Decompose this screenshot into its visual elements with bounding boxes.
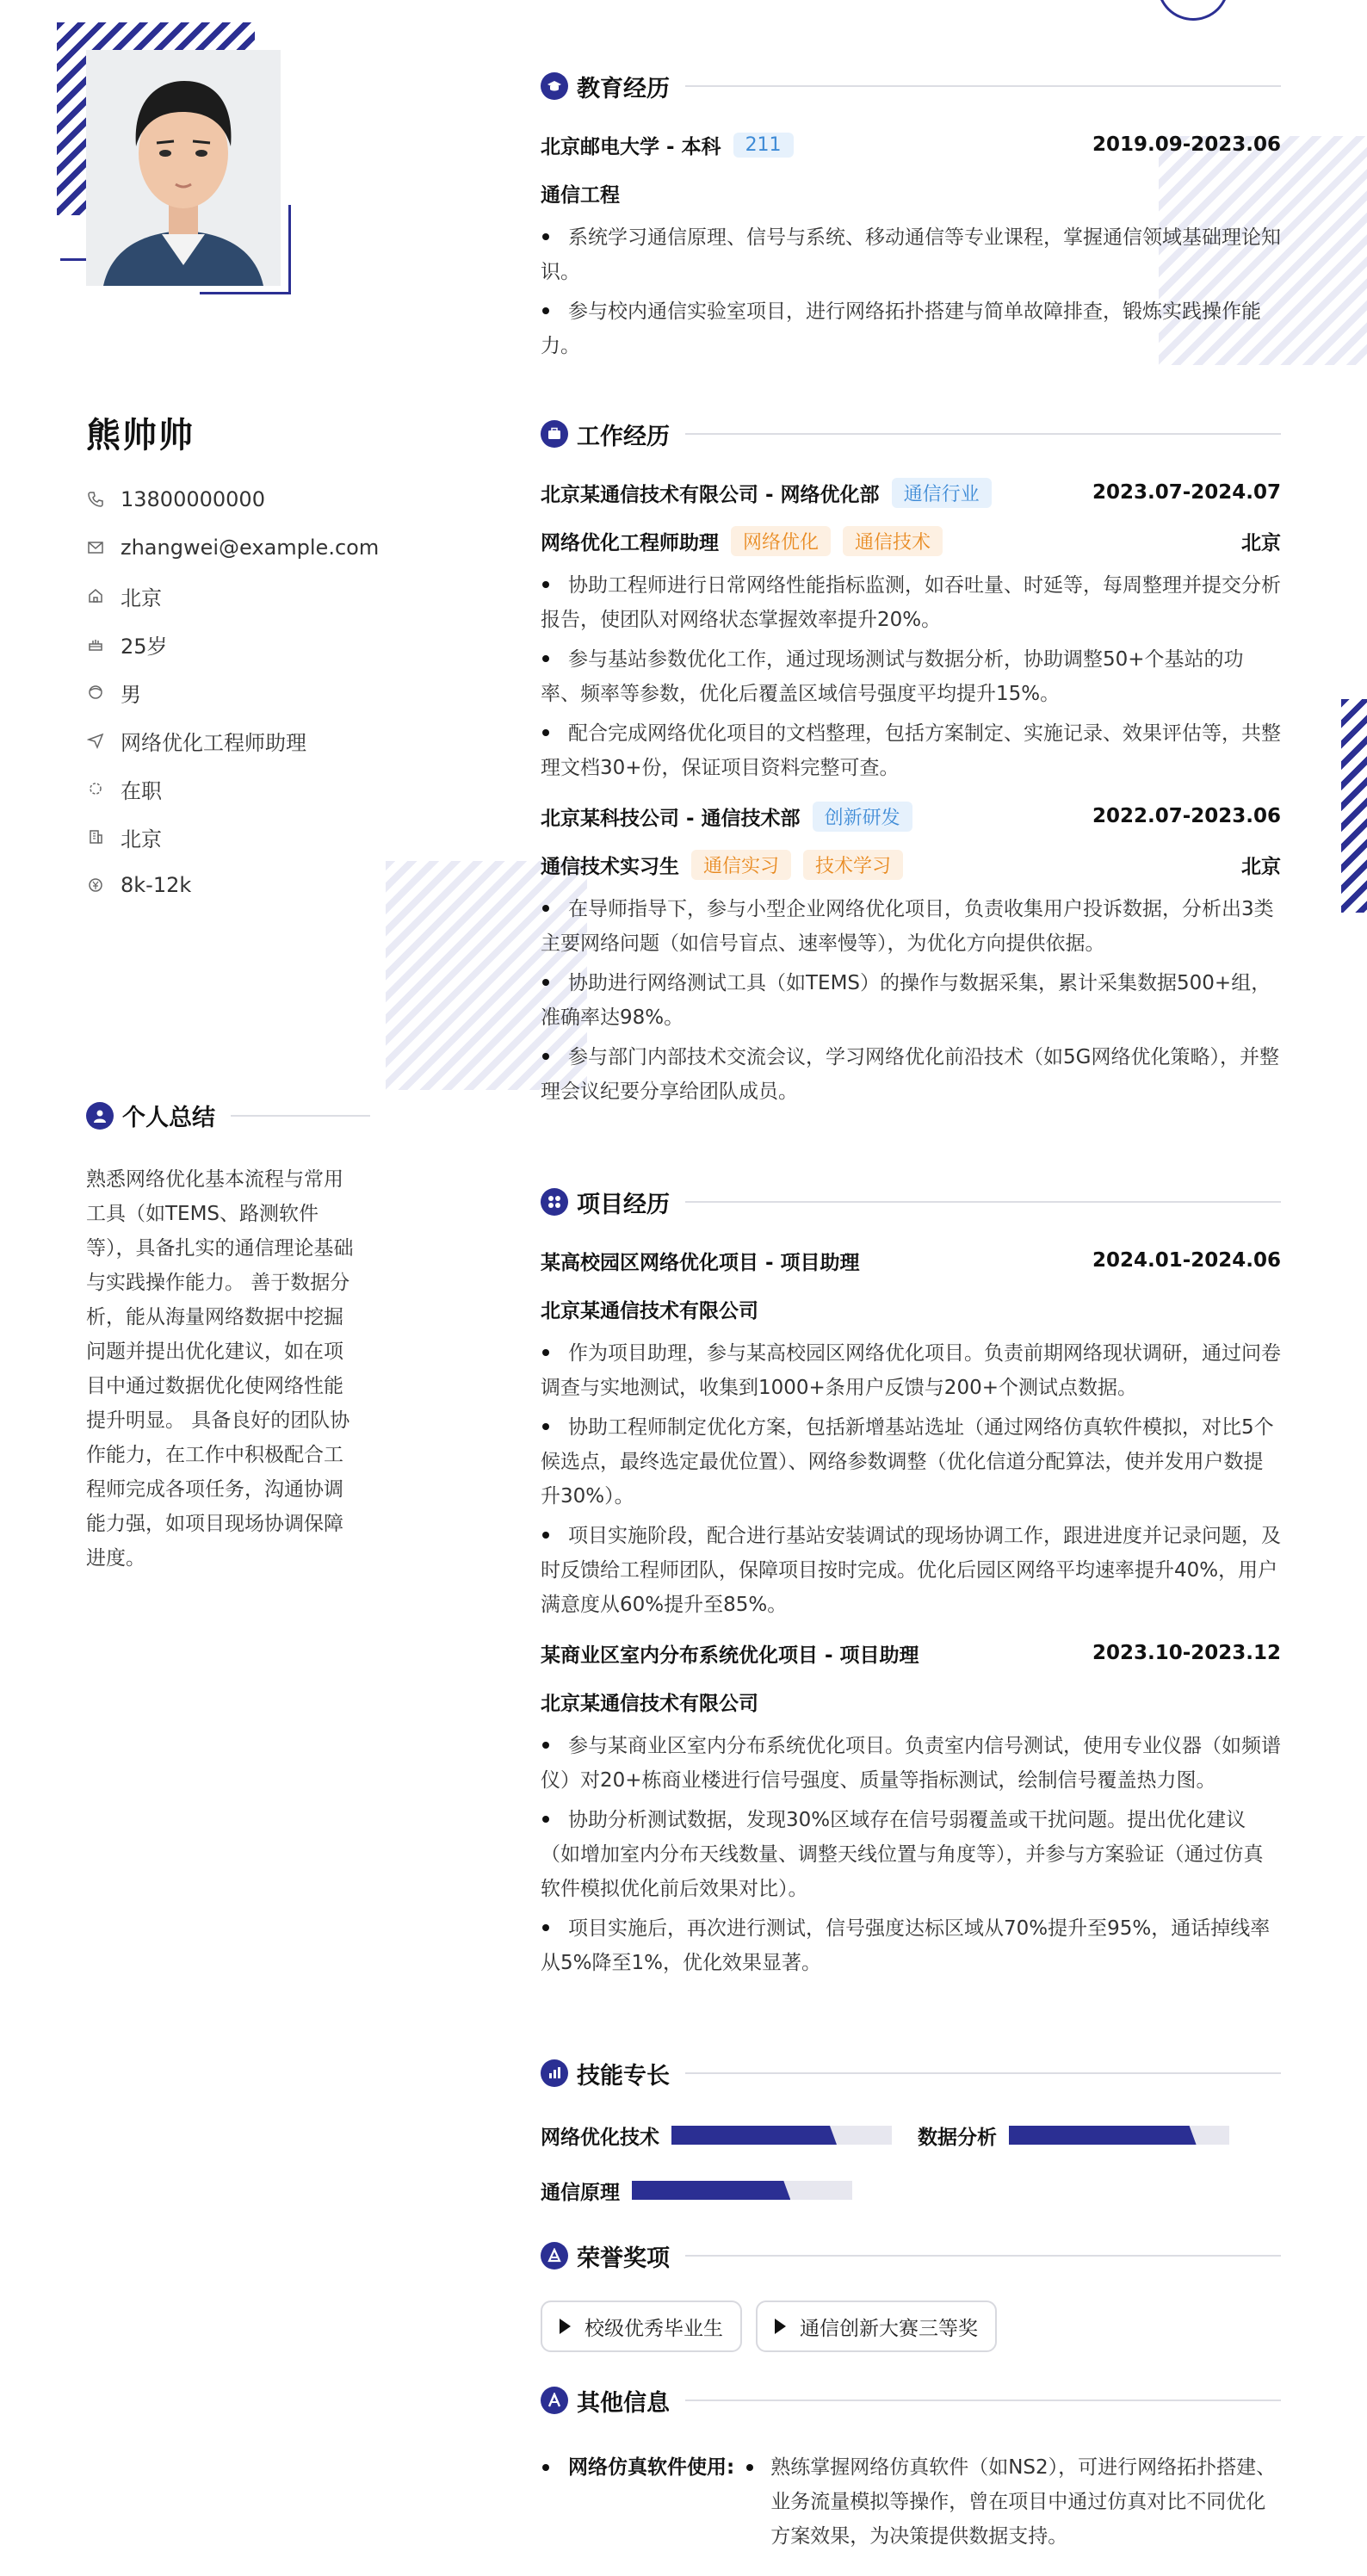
honors-section-header xyxy=(541,2237,1281,2275)
info-value: 8k-12k xyxy=(121,873,192,897)
section-divider xyxy=(685,1201,1281,1203)
skill-fill xyxy=(1009,2126,1197,2145)
bar-chart-icon xyxy=(541,2059,568,2087)
graduation-cap-icon xyxy=(541,72,568,100)
job-role: 网络优化工程师助理 xyxy=(541,531,719,554)
skill-item xyxy=(918,2121,1229,2150)
summary-section-header xyxy=(86,1099,370,1132)
skill-bar xyxy=(632,2181,852,2200)
company-name: 北京某通信技术有限公司 - 网络优化部 xyxy=(541,483,880,506)
list-item: 协助工程师制定优化方案，包括新增基站选址（通过网络仿真软件模拟，对比5个候选点，最终选定最优位置）、网络参数调整（优化信道分配算法，使并发用户数提升30%）。 xyxy=(541,1416,1274,1508)
section-divider xyxy=(685,2400,1281,2401)
project-name: 某高校园区网络优化项目 - 项目助理 xyxy=(541,1251,860,1274)
grid-icon xyxy=(541,1188,568,1216)
job-city: 北京 xyxy=(1241,531,1281,554)
info-job-title xyxy=(86,716,379,765)
photo-line-decoration xyxy=(60,258,86,261)
section-title: 其他信息 xyxy=(577,2389,670,2417)
info-value: 北京 xyxy=(121,827,162,851)
project-company-row xyxy=(541,1677,1281,1725)
other-section-header xyxy=(541,2381,1281,2419)
list-item: 协助工程师进行日常网络性能指标监测，如吞吐量、时延等，每周整理并提交分析报告，使团队对网络状态掌握效率提升20%。 xyxy=(541,574,1281,631)
section-divider xyxy=(231,1115,370,1117)
gender-icon xyxy=(86,683,105,702)
project-bullets xyxy=(541,1729,1281,1980)
major: 通信工程 xyxy=(541,183,620,207)
info-value: 13800000000 xyxy=(121,487,265,511)
stripe-decoration xyxy=(1341,699,1367,913)
skill-item xyxy=(541,2177,852,2205)
project-company-row xyxy=(541,1285,1281,1333)
list-item: 参与校内通信实验室项目，进行网络拓扑搭建与简单故障排查，锻炼实践操作能力。 xyxy=(541,300,1261,357)
section-divider xyxy=(685,433,1281,435)
avatar xyxy=(86,50,281,286)
circle-decoration xyxy=(1157,0,1229,21)
building-icon xyxy=(86,827,105,846)
candidate-name: 熊帅帅 xyxy=(86,416,195,455)
skill-bar xyxy=(1009,2126,1229,2145)
company-tag: 创新研发 xyxy=(813,802,912,832)
send-icon xyxy=(86,731,105,750)
info-salary xyxy=(86,861,379,909)
summary-text: 熟悉网络优化基本流程与常用工具（如TEMS、路测软件等），具备扎实的通信理论基础与实践操作能力。 善于数据分析，能从海量网络数据中挖掘问题并提出优化建议，如在项目中通过数据优化使网络性能提升明显。 具备良好的团队协作能力，在工作中积极配合工程师完成各项任务，沟通协调能力强，如项目现场协调保障进度。 xyxy=(86,1168,354,1570)
contact-info-list xyxy=(86,475,379,909)
skill-name: 通信原理 xyxy=(541,2181,620,2204)
section-divider xyxy=(685,2255,1281,2257)
mail-icon xyxy=(86,538,105,557)
section-title: 教育经历 xyxy=(577,75,670,102)
education-bullets xyxy=(541,220,1281,363)
play-icon xyxy=(560,2319,571,2334)
home-icon xyxy=(86,586,105,605)
job-role-row xyxy=(541,517,1281,565)
project-header-row xyxy=(541,1236,1281,1285)
info-age xyxy=(86,620,379,668)
job-role-row xyxy=(541,840,1281,889)
list-item: 参与某商业区室内分布系统优化项目。负责室内信号测试，使用专业仪器（如频谱仪）对20+栋商业楼进行信号强度、质量等指标测试，绘制信号覆盖热力图。 xyxy=(541,1735,1281,1792)
job-bullets xyxy=(541,568,1281,785)
education-date: 2019.09-2023.06 xyxy=(1092,133,1281,156)
section-divider xyxy=(685,85,1281,87)
projects-section-header xyxy=(541,1183,1281,1221)
skill-fill xyxy=(632,2181,790,2200)
section-title: 个人总结 xyxy=(122,1105,215,1131)
info-gender xyxy=(86,668,379,716)
other-label: 网络仿真软件使用: xyxy=(541,2450,734,2554)
honor-item: 通信创新大赛三等奖 xyxy=(756,2300,997,2352)
letter-a-icon xyxy=(541,2387,568,2414)
job-header-row xyxy=(541,792,1281,840)
project-header-row xyxy=(541,1629,1281,1677)
education-section xyxy=(541,67,1281,368)
status-icon xyxy=(86,779,105,798)
skill-row xyxy=(541,2108,1281,2163)
school-name: 北京邮电大学 - 本科 xyxy=(541,135,721,158)
list-item: 作为项目助理，参与某高校园区网络优化项目。负责前期网络现状调研，通过问卷调查与实地测试，收集到1000+条用户反馈与200+个测试点数据。 xyxy=(541,1342,1281,1399)
education-header-row xyxy=(541,121,1281,169)
other-section xyxy=(541,2381,1281,2554)
job-role: 通信技术实习生 xyxy=(541,855,679,878)
list-item: 项目实施阶段，配合进行基站安装调试的现场协调工作，跟进进度并记录问题，及时反馈给工程师团队，保障项目按时完成。优化后园区网络平均速率提升40%，用户满意度从60%提升至85%。 xyxy=(541,1525,1281,1616)
list-item: 参与部门内部技术交流会议，学习网络优化前沿技术（如5G网络优化策略），并整理会议纪要分享给团队成员。 xyxy=(541,1046,1279,1103)
list-item: 在导师指导下，参与小型企业网络优化项目，负责收集用户投诉数据，分析出3类主要网络问题（如信号盲点、速率慢等），为优化方向提供依据。 xyxy=(541,898,1274,955)
company-name: 北京某科技公司 - 通信技术部 xyxy=(541,807,801,830)
education-section-header xyxy=(541,67,1281,105)
skill-fill xyxy=(671,2126,837,2145)
section-divider xyxy=(685,2072,1281,2074)
role-tag: 通信实习 xyxy=(691,850,791,880)
award-icon xyxy=(541,2242,568,2269)
project-name: 某商业区室内分布系统优化项目 - 项目助理 xyxy=(541,1644,919,1667)
list-item: 协助分析测试数据，发现30%区域存在信号弱覆盖或干扰问题。提出优化建议（如增加室内分布天线数量、调整天线位置与角度等），并参与方案验证（通过仿真软件模拟优化前后效果对比）。 xyxy=(541,1809,1264,1900)
info-city xyxy=(86,813,379,861)
skill-name: 网络优化技术 xyxy=(541,2126,659,2149)
honor-list xyxy=(541,2300,1281,2352)
honor-item: 校级优秀毕业生 xyxy=(541,2300,742,2352)
info-value: 北京 xyxy=(121,585,162,610)
section-title: 项目经历 xyxy=(577,1191,670,1218)
section-title: 工作经历 xyxy=(577,423,670,450)
info-phone xyxy=(86,475,379,523)
info-value: 网络优化工程师助理 xyxy=(121,730,306,755)
section-title: 技能专长 xyxy=(577,2062,670,2090)
project-bullets xyxy=(541,1336,1281,1622)
project-company: 北京某通信技术有限公司 xyxy=(541,1299,758,1322)
skills-section xyxy=(541,2054,1281,2218)
cake-icon xyxy=(86,635,105,653)
job-bullets xyxy=(541,892,1281,1109)
other-text: 熟练掌握网络仿真软件（如NS2），可进行网络拓扑搭建、业务流量模拟等操作，曾在项目中通过仿真对比不同优化方案效果，为决策提供数据支持。 xyxy=(745,2450,1281,2554)
job-city: 北京 xyxy=(1241,855,1281,878)
other-item xyxy=(541,2450,1281,2554)
company-tag: 通信行业 xyxy=(892,478,992,508)
info-value: 在职 xyxy=(121,778,162,803)
project-date: 2023.10-2023.12 xyxy=(1092,1642,1281,1664)
list-item: 参与基站参数优化工作，通过现场测试与数据分析，协助调整50+个基站的功率、频率等参数，优化后覆盖区域信号强度平均提升15%。 xyxy=(541,648,1244,705)
honors-section xyxy=(541,2237,1281,2352)
info-email xyxy=(86,523,379,572)
salary-icon xyxy=(86,876,105,895)
work-section xyxy=(541,415,1281,1114)
skill-row xyxy=(541,2163,1281,2218)
job-header-row xyxy=(541,468,1281,517)
list-item: 系统学习通信原理、信号与系统、移动通信等专业课程，掌握通信领域基础理论知识。 xyxy=(541,226,1281,283)
info-value: zhangwei@example.com xyxy=(121,536,380,560)
list-item: 协助进行网络测试工具（如TEMS）的操作与数据采集，累计采集数据500+组，准确率达98%。 xyxy=(541,972,1271,1029)
work-section-header xyxy=(541,415,1281,453)
role-tag: 网络优化 xyxy=(731,526,831,556)
briefcase-icon xyxy=(541,420,568,448)
play-icon xyxy=(775,2319,786,2334)
skills-section-header xyxy=(541,2054,1281,2092)
skill-item xyxy=(541,2121,892,2150)
info-value: 25岁 xyxy=(121,634,168,659)
info-status xyxy=(86,765,379,813)
major-row xyxy=(541,169,1281,217)
list-item: 项目实施后，再次进行测试，信号强度达标区域从70%提升至95%，通话掉线率从5%降至1%，优化效果显著。 xyxy=(541,1917,1271,1974)
projects-section xyxy=(541,1183,1281,1985)
list-item: 配合完成网络优化项目的文档整理，包括方案制定、实施记录、效果评估等，共整理文档30+份，保证项目资料完整可查。 xyxy=(541,722,1281,779)
school-tag: 211 xyxy=(733,133,794,158)
job-date: 2022.07-2023.06 xyxy=(1092,805,1281,827)
job-date: 2023.07-2024.07 xyxy=(1092,481,1281,504)
project-company: 北京某通信技术有限公司 xyxy=(541,1692,758,1715)
info-location xyxy=(86,572,379,620)
project-date: 2024.01-2024.06 xyxy=(1092,1249,1281,1272)
role-tag: 通信技术 xyxy=(843,526,943,556)
skill-bar xyxy=(671,2126,892,2145)
section-title: 荣誉奖项 xyxy=(577,2245,670,2272)
user-icon xyxy=(86,1102,114,1130)
phone-icon xyxy=(86,490,105,509)
info-value: 男 xyxy=(121,682,141,707)
skill-name: 数据分析 xyxy=(918,2126,997,2149)
role-tag: 技术学习 xyxy=(803,850,903,880)
